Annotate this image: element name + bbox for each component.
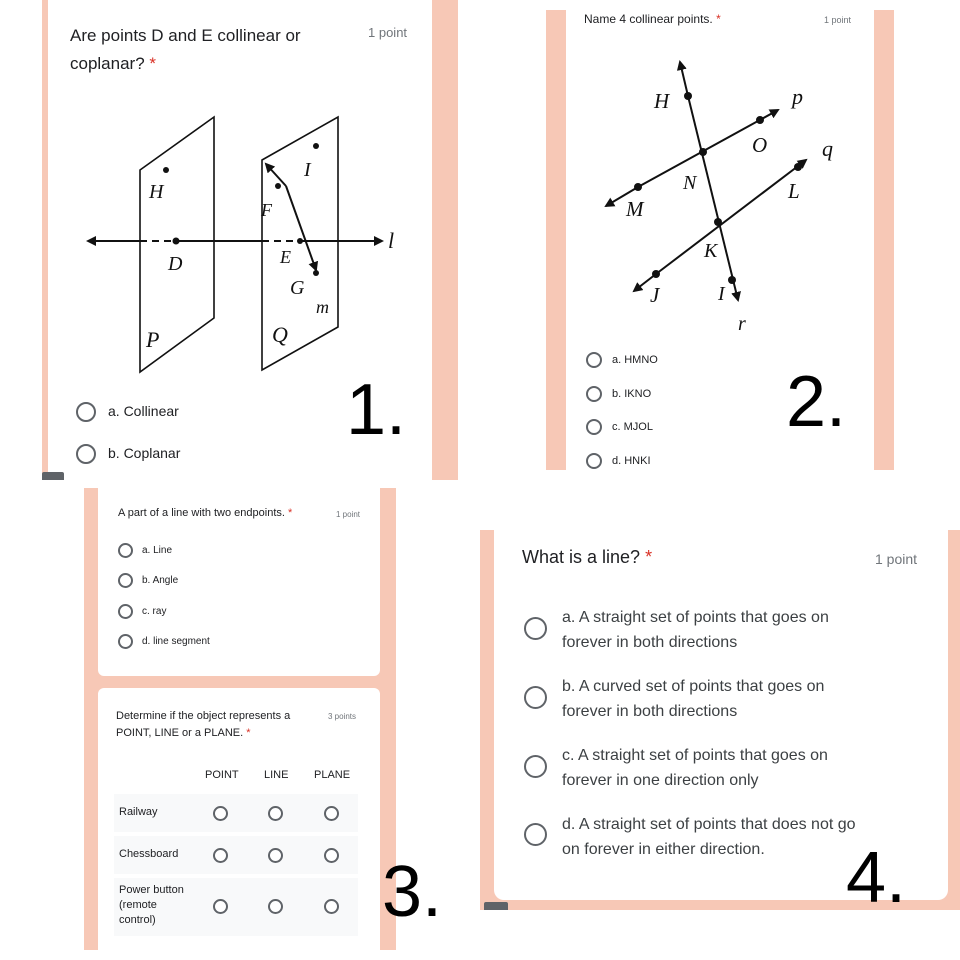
radio-railway-line[interactable] xyxy=(268,806,283,821)
option-b-label: b. IKNO xyxy=(612,388,652,400)
point-i xyxy=(313,143,319,149)
label-h: H xyxy=(654,89,670,113)
point-k xyxy=(714,218,722,226)
required-asterisk: * xyxy=(149,54,157,73)
point-o xyxy=(756,116,764,124)
column-header-line: LINE xyxy=(264,769,289,781)
radio-option-d[interactable] xyxy=(586,453,602,469)
point-j xyxy=(652,270,660,278)
label-q: q xyxy=(822,136,833,161)
column-header-plane: PLANE xyxy=(314,769,351,781)
point-i xyxy=(728,276,736,284)
label-p: P xyxy=(146,327,160,352)
point-h xyxy=(684,92,692,100)
label-d: D xyxy=(168,253,183,275)
card-q3b xyxy=(98,688,380,950)
card-q3a xyxy=(98,488,380,676)
radio-railway-point[interactable] xyxy=(213,806,228,821)
column-header-point: POINT xyxy=(205,769,239,781)
option-a-label: a. Collinear xyxy=(108,403,179,419)
label-k: K xyxy=(704,240,718,262)
option-b-label: b. A curved set of points that goes on forever in both directions xyxy=(562,678,825,720)
line-r xyxy=(680,62,688,96)
radio-option-d[interactable] xyxy=(118,634,133,649)
radio-option-c[interactable] xyxy=(118,604,133,619)
radio-chessboard-point[interactable] xyxy=(213,848,228,863)
option-c-label: c. A straight set of points that goes on forever in one direction only xyxy=(562,747,828,789)
question-title: A part of a line with two endpoints. * xyxy=(118,507,293,519)
radio-option-d[interactable] xyxy=(524,823,547,846)
label-m: M xyxy=(626,197,644,221)
radio-option-b[interactable] xyxy=(76,444,96,464)
points-label: 1 point xyxy=(336,510,361,519)
points-label: 1 point xyxy=(368,25,408,40)
option-a-label: a. HMNO xyxy=(612,354,658,366)
option-c-label: c. MJOL xyxy=(612,421,653,433)
label-q: Q xyxy=(272,322,288,347)
point-l xyxy=(794,163,802,171)
option-b-label: b. Coplanar xyxy=(108,445,181,461)
option-a-label: a. Line xyxy=(142,545,173,556)
label-r: r xyxy=(738,313,746,335)
required-asterisk: * xyxy=(716,12,721,26)
lines-figure xyxy=(566,40,874,340)
option-d-label: d. HNKI xyxy=(612,455,651,467)
option-d-label: d. A straight set of points that does not go on forever in either direction. xyxy=(562,816,856,858)
label-f: F xyxy=(261,200,272,220)
radio-option-a[interactable] xyxy=(118,543,133,558)
radio-option-a[interactable] xyxy=(524,617,547,640)
question-number-4: 4. xyxy=(846,838,907,918)
question-title: Are points D and E collinear or coplanar? * xyxy=(70,26,301,73)
required-asterisk: * xyxy=(288,507,293,519)
label-o: O xyxy=(752,133,768,157)
row-label: Railway xyxy=(119,806,158,818)
radio-power-button-line[interactable] xyxy=(268,899,283,914)
radio-railway-plane[interactable] xyxy=(324,806,339,821)
scroll-tab-icon xyxy=(484,902,508,910)
label-n: N xyxy=(683,172,697,194)
points-label: 1 point xyxy=(824,15,852,25)
option-c-label: c. ray xyxy=(142,606,167,617)
row-label: Power button (remote control) xyxy=(119,884,184,926)
label-l: l xyxy=(388,228,395,253)
radio-option-c[interactable] xyxy=(586,419,602,435)
point-e xyxy=(297,238,303,244)
point-m xyxy=(634,183,642,191)
radio-chessboard-line[interactable] xyxy=(268,848,283,863)
row-label: Chessboard xyxy=(119,848,179,860)
question-number-3: 3. xyxy=(382,852,443,932)
points-label: 3 points xyxy=(328,712,357,721)
required-asterisk: * xyxy=(645,547,653,567)
question-title: Determine if the object represents a POINT, LINE or a PLANE. * xyxy=(116,710,291,739)
radio-option-a[interactable] xyxy=(586,352,602,368)
point-h xyxy=(163,167,169,173)
line-m xyxy=(266,164,286,186)
radio-option-b[interactable] xyxy=(118,573,133,588)
radio-power-button-point[interactable] xyxy=(213,899,228,914)
label-p: p xyxy=(792,84,803,109)
point-f xyxy=(275,183,281,189)
label-g: G xyxy=(290,277,305,299)
point-g xyxy=(313,270,319,276)
label-i: I xyxy=(304,159,311,181)
option-a-label: a. A straight set of points that goes on forever in both directions xyxy=(562,609,829,651)
radio-chessboard-plane[interactable] xyxy=(324,848,339,863)
required-asterisk: * xyxy=(246,727,251,739)
label-l: L xyxy=(788,179,800,203)
radio-power-button-plane[interactable] xyxy=(324,899,339,914)
option-d-label: d. line segment xyxy=(142,636,210,647)
radio-option-c[interactable] xyxy=(524,755,547,778)
question-number-1: 1. xyxy=(346,370,407,450)
radio-option-b[interactable] xyxy=(586,386,602,402)
points-label: 1 point xyxy=(875,551,918,567)
label-h: H xyxy=(149,181,164,203)
label-j: J xyxy=(650,283,660,307)
radio-option-b[interactable] xyxy=(524,686,547,709)
planes-figure xyxy=(48,100,432,400)
scroll-tab-icon xyxy=(42,472,64,480)
point-d xyxy=(173,238,180,245)
label-i: I xyxy=(718,283,725,305)
radio-option-a[interactable] xyxy=(76,402,96,422)
question-number-2: 2. xyxy=(786,362,847,442)
option-b-label: b. Angle xyxy=(142,575,179,586)
question-title: Name 4 collinear points. * xyxy=(584,12,721,26)
question-title: What is a line? * xyxy=(522,547,653,567)
label-m: m xyxy=(316,297,329,317)
point-n xyxy=(699,148,707,156)
label-e: E xyxy=(280,247,291,267)
